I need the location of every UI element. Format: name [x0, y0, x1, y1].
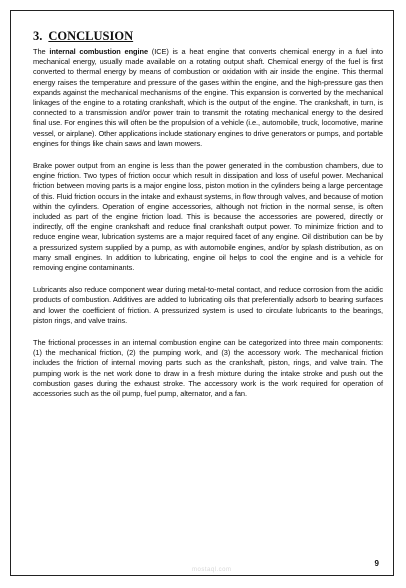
document-page	[10, 10, 394, 576]
paragraph-lubricants: Lubricants also reduce component wear during metal-to-metal contact, and reduce corrosion from the acidic products of combustion. Additives are added to lubricating oils that preferentially adsorb to bearing surfaces and lower the coefficient of friction. A pressurized system is used to circulate lubricants to the bearings, piston rings, and valve trains.	[33, 285, 383, 325]
page-number: 9	[374, 559, 379, 568]
paragraph-lead: The	[33, 47, 50, 56]
watermark-text: mostaql.com	[192, 567, 232, 573]
paragraph-bold-term: internal combustion engine	[49, 47, 149, 56]
paragraph-engine-friction: Brake power output from an engine is less than the power generated in the combustion chambers, due to engine friction. Two types of friction occur which result in dissipation and loss of useful power. Mechanical friction between moving parts is a major engine loss, piston motion in the cylinders being a large percentage of this. Fluid friction occurs in the intake and exhaust systems, in flow through valves, and because of motion within the cylinders. Operation of engine accessories, although not friction in the normal sense, is often included as part of the engine friction load. This is because the accessories are powered, directly or indirectly, off the engine crankshaft and reduce final crankshaft output power. To minimize friction and to reduce engine wear, lubrication systems are a major required facet of any engine. Oil distribution can be by a pressurized system supplied by a pump, as with automobile engines, and/or by splash distribution, as on many small engines. In addition to lubricating, engine oil helps to cool the engine and is a vehicle for removing engine contaminants.	[33, 161, 383, 273]
page-content	[33, 29, 383, 411]
section-heading	[33, 29, 383, 43]
paragraph-body: (ICE) is a heat engine that converts chemical energy in a fuel into mechanical energy, usually made available on a rotating output shaft. Chemical energy of the fuel is first converted to thermal energy by means of combustion or oxidation with air inside the engine. This thermal energy raises the temperature and pressure of the gases within the engine, and the high-pressure gas then expands against the mechanical mechanisms of the engine. This expansion is converted by the mechanical linkages of the engine to a rotating crankshaft, which is the output of the engine. The crankshaft, in turn, is connected to a transmission and/or power train to transmit the rotating mechanical energy to the desired final use. For engines this will often be the propulsion of a vehicle (i.e., automobile, truck, locomotive, marine vessel, or airplane). Other applications include stationary engines to drive generators or pumps, and portable engines for things like chain saws and lawn mowers.	[33, 47, 383, 148]
paragraph-frictional-processes: The frictional processes in an internal combustion engine can be categorized into three main components: (1) the mechanical friction, (2) the pumping work, and (3) the accessory work. The mechanical friction includes the friction of internal moving parts such as the crankshaft, piston, rings, and valve train. The pumping work is the net work done to draw in a fresh mixture during the intake stroke and push out the combustion gases during the exhaust stroke. The accessory work is the work required for operation of accessories such as the oil pump, fuel pump, alternator, and a fan.	[33, 338, 383, 399]
paragraph-ice-definition	[33, 47, 383, 149]
section-number: 3.	[33, 29, 43, 43]
section-title: CONCLUSION	[48, 29, 134, 43]
